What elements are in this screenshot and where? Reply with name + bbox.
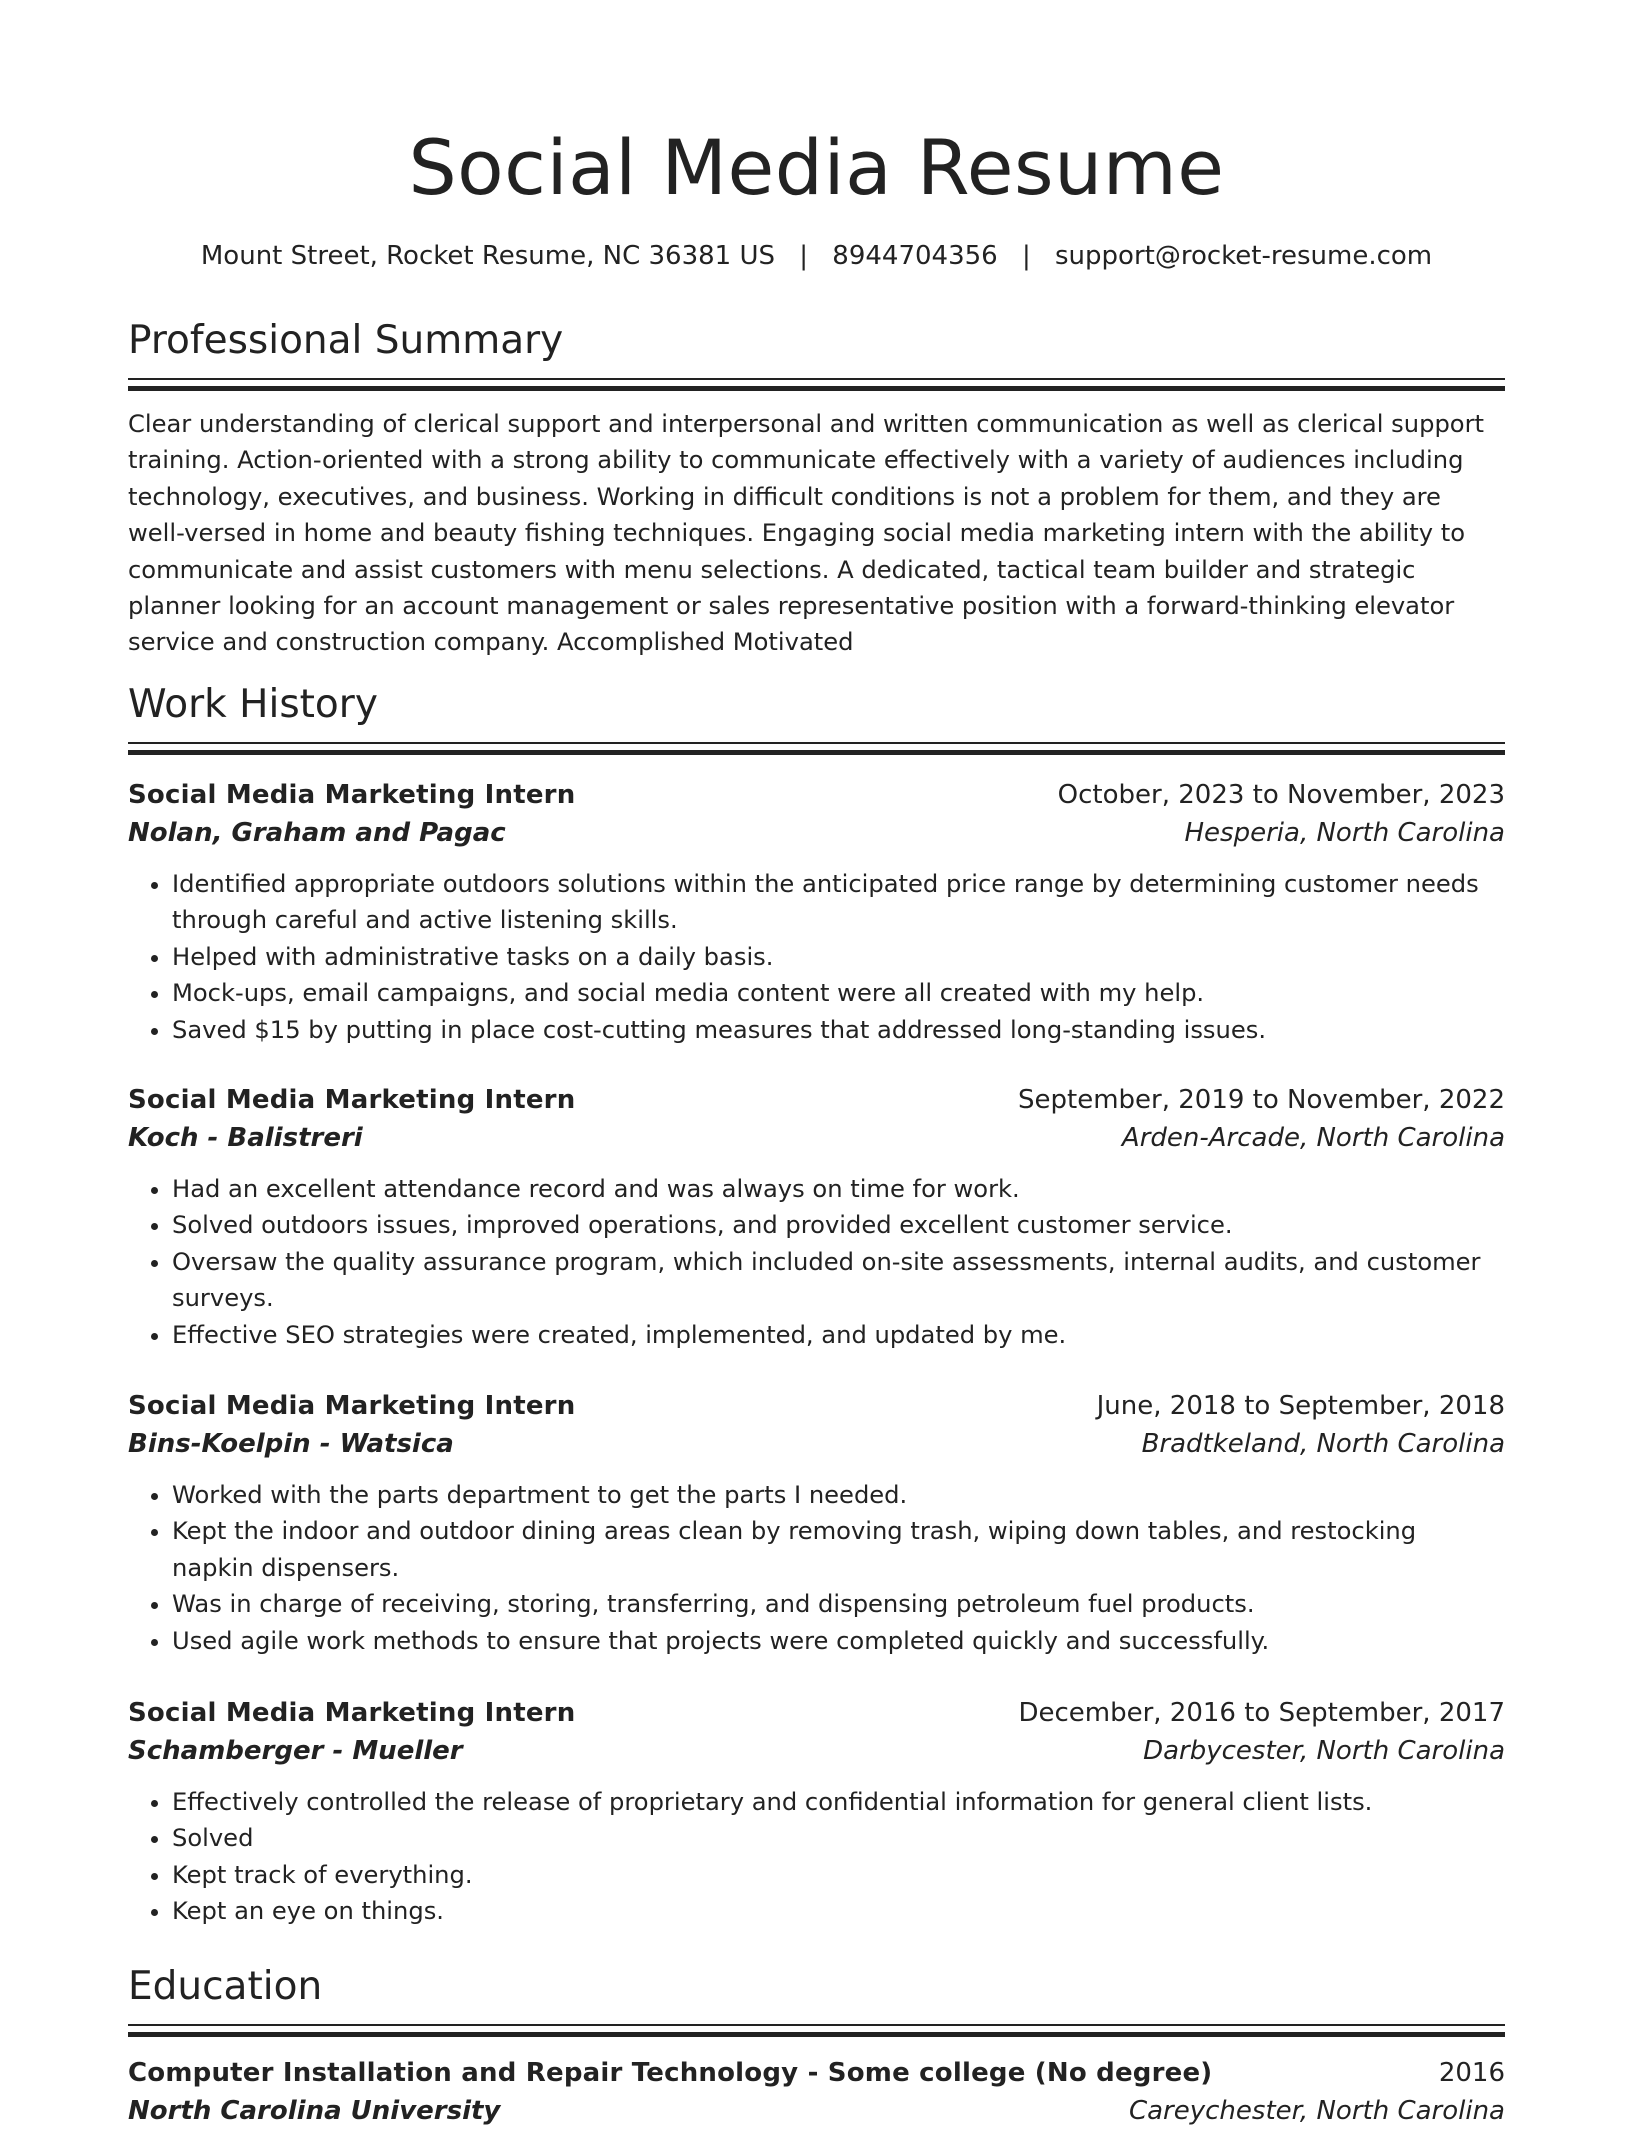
section-heading-summary: Professional Summary xyxy=(128,318,564,363)
job-bullet: • Had an excellent attendance record and was always on time for work. xyxy=(172,1171,1505,1207)
job-bullet: • Effective SEO strategies were created, implemented, and updated by me. xyxy=(172,1317,1505,1353)
job-header-row xyxy=(128,1081,1505,1119)
job-header-row xyxy=(128,1387,1505,1425)
job-dates: December, 2016 to September, 2017 xyxy=(1018,1698,1505,1728)
job-bullet: • Mock-ups, email campaigns, and social media content were all created with my help. xyxy=(172,975,1505,1011)
job-dates: September, 2019 to November, 2022 xyxy=(1018,1085,1505,1115)
section-divider xyxy=(128,378,1505,390)
job-company-row xyxy=(128,1732,1505,1770)
job-bullet: • Saved $15 by putting in place cost-cutting measures that addressed long-standing issues. xyxy=(172,1012,1505,1048)
job-company: Nolan, Graham and Pagac xyxy=(128,818,506,848)
job-bullet: • Used agile work methods to ensure that projects were completed quickly and successfully. xyxy=(172,1623,1505,1659)
job-location: Hesperia, North Carolina xyxy=(1184,818,1505,848)
job-bullet: • Was in charge of receiving, storing, transferring, and dispensing petroleum fuel products. xyxy=(172,1586,1505,1622)
job-bullets xyxy=(128,1477,1505,1659)
contact-address: Mount Street, Rocket Resume, NC 36381 US xyxy=(200,241,775,271)
job-entry xyxy=(128,1387,1505,1659)
job-dates: October, 2023 to November, 2023 xyxy=(1057,780,1505,810)
education-section xyxy=(128,1962,1505,2130)
job-company-row xyxy=(128,1119,1505,1157)
section-divider xyxy=(128,742,1505,754)
job-bullet: • Kept an eye on things. xyxy=(172,1893,1505,1929)
job-bullets xyxy=(128,1171,1505,1353)
job-bullet: • Oversaw the quality assurance program, which included on-site assessments, internal audits, and customer surveys. xyxy=(172,1244,1505,1317)
resume-page xyxy=(128,0,1505,2126)
job-header-row xyxy=(128,776,1505,814)
contact-separator: | xyxy=(1021,241,1031,271)
job-title: Social Media Marketing Intern xyxy=(128,780,576,810)
job-dates: June, 2018 to September, 2018 xyxy=(1096,1391,1505,1421)
job-company-row xyxy=(128,1425,1505,1463)
job-entry xyxy=(128,1081,1505,1353)
job-company: Bins-Koelpin - Watsica xyxy=(128,1429,454,1459)
job-entry xyxy=(128,776,1505,1048)
job-bullet: • Kept track of everything. xyxy=(172,1857,1505,1893)
education-school-row xyxy=(128,2092,1505,2130)
education-header-row xyxy=(128,2054,1505,2092)
job-bullet: • Solved outdoors issues, improved operations, and provided excellent customer service. xyxy=(172,1207,1505,1243)
job-bullets xyxy=(128,866,1505,1048)
job-company: Schamberger - Mueller xyxy=(128,1736,463,1766)
education-entry xyxy=(128,2054,1505,2130)
job-bullet: • Worked with the parts department to get the parts I needed. xyxy=(172,1477,1505,1513)
job-title: Social Media Marketing Intern xyxy=(128,1698,576,1728)
contact-email: support@rocket-resume.com xyxy=(1055,241,1433,271)
job-bullet: • Kept the indoor and outdoor dining areas clean by removing trash, wiping down tables, and restocking napkin dispensers. xyxy=(172,1513,1505,1586)
job-location: Bradtkeland, North Carolina xyxy=(1141,1429,1505,1459)
job-header-row xyxy=(128,1694,1505,1732)
section-heading-education: Education xyxy=(128,1964,323,2009)
education-location: Careychester, North Carolina xyxy=(1128,2096,1505,2126)
job-bullet: • Identified appropriate outdoors solutions within the anticipated price range by determining customer needs through careful and active listening skills. xyxy=(172,866,1505,939)
education-school: North Carolina University xyxy=(128,2096,501,2126)
summary-section xyxy=(128,316,1505,661)
job-bullet: • Helped with administrative tasks on a daily basis. xyxy=(172,939,1505,975)
job-title: Social Media Marketing Intern xyxy=(128,1391,576,1421)
work-section xyxy=(128,680,1505,754)
job-location: Darbycester, North Carolina xyxy=(1143,1736,1505,1766)
contact-line xyxy=(128,236,1505,276)
section-heading-work: Work History xyxy=(128,682,378,727)
section-divider xyxy=(128,2024,1505,2036)
job-company: Koch - Balistreri xyxy=(128,1123,363,1153)
contact-separator: | xyxy=(799,241,809,271)
job-entry xyxy=(128,1694,1505,1930)
education-year: 2016 xyxy=(1438,2058,1505,2088)
contact-phone: 8944704356 xyxy=(832,241,998,271)
education-degree: Computer Installation and Repair Technology - Some college (No degree) xyxy=(128,2058,1213,2088)
job-location: Arden-Arcade, North Carolina xyxy=(1121,1123,1505,1153)
job-company-row xyxy=(128,814,1505,852)
summary-text: Clear understanding of clerical support and interpersonal and written communication as well as clerical support training. Action-oriented with a strong ability to communicate effectively with a variety of audiences including technology, executives, and business. Working in difficult conditions is not a problem for them, and they are well-versed in home and beauty fishing techniques. Engaging social media marketing intern with the ability to communicate and assist customers with menu selections. A dedicated, tactical team builder and strategic planner looking for an account management or sales representative position with a forward-thinking elevator service and construction company. Accomplished Motivated xyxy=(128,410,1485,657)
job-bullet: • Solved xyxy=(172,1820,1505,1856)
job-bullet: • Effectively controlled the release of proprietary and confidential information for general client lists. xyxy=(172,1784,1505,1820)
job-bullets xyxy=(128,1784,1505,1930)
resume-title: Social Media Resume xyxy=(408,123,1225,212)
job-title: Social Media Marketing Intern xyxy=(128,1085,576,1115)
